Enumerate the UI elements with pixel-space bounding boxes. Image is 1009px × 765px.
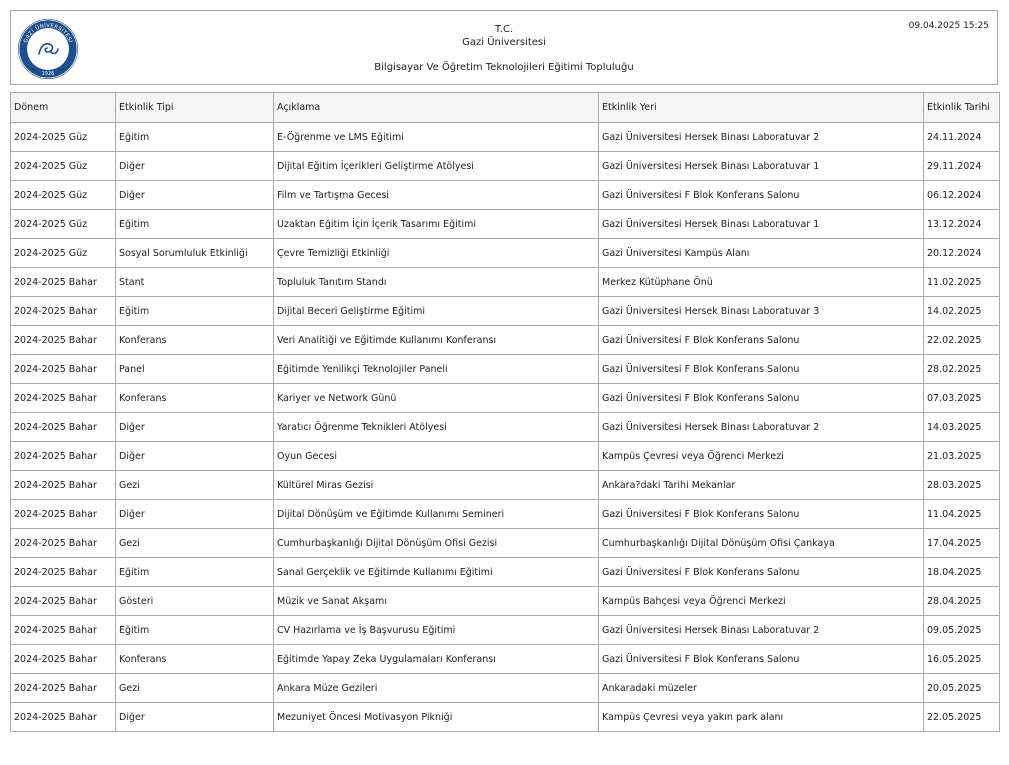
cell-etkinlik-tarihi: 17.04.2025 xyxy=(924,529,1000,558)
report-header xyxy=(10,10,998,85)
cell-donem: 2024-2025 Bahar xyxy=(11,529,116,558)
table-row xyxy=(11,500,1000,529)
cell-donem: 2024-2025 Bahar xyxy=(11,645,116,674)
cell-aciklama: Dijital Beceri Geliştirme Eğitimi xyxy=(274,297,599,326)
cell-donem: 2024-2025 Bahar xyxy=(11,703,116,732)
svg-text:GAZİ ÜNİVERSİTESİ: GAZİ ÜNİVERSİTESİ xyxy=(22,22,74,44)
cell-etkinlik-yeri: Ankara?daki Tarihi Mekanlar xyxy=(599,471,924,500)
cell-donem: 2024-2025 Güz xyxy=(11,123,116,152)
column-header-aciklama: Açıklama xyxy=(274,93,599,123)
svg-text:1926: 1926 xyxy=(41,71,55,77)
cell-etkinlik-tipi: Gezi xyxy=(116,529,274,558)
table-row xyxy=(11,297,1000,326)
column-header-donem: Dönem xyxy=(11,93,116,123)
cell-etkinlik-yeri: Ankaradaki müzeler xyxy=(599,674,924,703)
cell-etkinlik-tarihi: 07.03.2025 xyxy=(924,384,1000,413)
cell-etkinlik-tipi: Diğer xyxy=(116,413,274,442)
cell-etkinlik-tipi: Konferans xyxy=(116,384,274,413)
cell-aciklama: Uzaktan Eğitim İçin İçerik Tasarımı Eğitimi xyxy=(274,210,599,239)
table-row xyxy=(11,442,1000,471)
table-row xyxy=(11,587,1000,616)
cell-donem: 2024-2025 Bahar xyxy=(11,471,116,500)
cell-etkinlik-yeri: Gazi Üniversitesi F Blok Konferans Salonu xyxy=(599,384,924,413)
cell-etkinlik-tipi: Diğer xyxy=(116,152,274,181)
cell-etkinlik-tarihi: 20.12.2024 xyxy=(924,239,1000,268)
cell-etkinlik-tarihi: 06.12.2024 xyxy=(924,181,1000,210)
table-row xyxy=(11,558,1000,587)
header-tc: T.C. xyxy=(494,24,514,35)
cell-donem: 2024-2025 Bahar xyxy=(11,442,116,471)
cell-aciklama: Cumhurbaşkanlığı Dijital Dönüşüm Ofisi Gezisi xyxy=(274,529,599,558)
cell-etkinlik-yeri: Kampüs Çevresi veya yakın park alanı xyxy=(599,703,924,732)
cell-aciklama: Müzik ve Sanat Akşamı xyxy=(274,587,599,616)
cell-donem: 2024-2025 Bahar xyxy=(11,587,116,616)
cell-donem: 2024-2025 Bahar xyxy=(11,500,116,529)
cell-etkinlik-tipi: Panel xyxy=(116,355,274,384)
cell-etkinlik-tipi: Eğitim xyxy=(116,123,274,152)
cell-aciklama: Sanal Gerçeklik ve Eğitimde Kullanımı Eğitimi xyxy=(274,558,599,587)
table-row xyxy=(11,384,1000,413)
header-university: Gazi Üniversitesi xyxy=(462,37,546,48)
cell-aciklama: Dijital Eğitim İçerikleri Geliştirme Atölyesi xyxy=(274,152,599,181)
cell-aciklama: E-Öğrenme ve LMS Eğitimi xyxy=(274,123,599,152)
cell-aciklama: Kültürel Miras Gezisi xyxy=(274,471,599,500)
cell-donem: 2024-2025 Bahar xyxy=(11,558,116,587)
cell-donem: 2024-2025 Güz xyxy=(11,152,116,181)
cell-etkinlik-tipi: Diğer xyxy=(116,181,274,210)
cell-etkinlik-tipi: Eğitim xyxy=(116,558,274,587)
cell-etkinlik-yeri: Gazi Üniversitesi Hersek Binası Laboratuvar 2 xyxy=(599,123,924,152)
column-header-etkinlik-tipi: Etkinlik Tipi xyxy=(116,93,274,123)
cell-donem: 2024-2025 Güz xyxy=(11,210,116,239)
cell-etkinlik-tarihi: 16.05.2025 xyxy=(924,645,1000,674)
cell-etkinlik-tarihi: 22.05.2025 xyxy=(924,703,1000,732)
cell-donem: 2024-2025 Bahar xyxy=(11,616,116,645)
table-row xyxy=(11,210,1000,239)
report-timestamp: 09.04.2025 15:25 xyxy=(908,21,989,31)
cell-aciklama: CV Hazırlama ve İş Başvurusu Eğitimi xyxy=(274,616,599,645)
cell-etkinlik-tarihi: 18.04.2025 xyxy=(924,558,1000,587)
cell-etkinlik-tarihi: 11.04.2025 xyxy=(924,500,1000,529)
cell-etkinlik-yeri: Gazi Üniversitesi Kampüs Alanı xyxy=(599,239,924,268)
cell-donem: 2024-2025 Güz xyxy=(11,181,116,210)
cell-etkinlik-tipi: Gezi xyxy=(116,674,274,703)
table-row xyxy=(11,326,1000,355)
cell-etkinlik-yeri: Gazi Üniversitesi F Blok Konferans Salonu xyxy=(599,355,924,384)
cell-etkinlik-tipi: Eğitim xyxy=(116,210,274,239)
cell-etkinlik-tarihi: 22.02.2025 xyxy=(924,326,1000,355)
cell-etkinlik-tarihi: 24.11.2024 xyxy=(924,123,1000,152)
cell-etkinlik-tarihi: 11.02.2025 xyxy=(924,268,1000,297)
cell-etkinlik-tarihi: 28.02.2025 xyxy=(924,355,1000,384)
table-row xyxy=(11,674,1000,703)
cell-etkinlik-tipi: Konferans xyxy=(116,645,274,674)
table-row xyxy=(11,703,1000,732)
cell-aciklama: Eğitimde Yapay Zeka Uygulamaları Konferansı xyxy=(274,645,599,674)
table-row xyxy=(11,123,1000,152)
cell-etkinlik-tarihi: 20.05.2025 xyxy=(924,674,1000,703)
events-table xyxy=(10,92,1000,732)
cell-aciklama: Topluluk Tanıtım Standı xyxy=(274,268,599,297)
cell-etkinlik-tipi: Konferans xyxy=(116,326,274,355)
table-row xyxy=(11,529,1000,558)
cell-etkinlik-tipi: Eğitim xyxy=(116,616,274,645)
cell-etkinlik-tarihi: 14.03.2025 xyxy=(924,413,1000,442)
header-community: Bilgisayar Ve Öğretim Teknolojileri Eğitimi Topluluğu xyxy=(374,62,634,73)
column-header-etkinlik-tarihi: Etkinlik Tarihi xyxy=(924,93,1000,123)
cell-donem: 2024-2025 Güz xyxy=(11,239,116,268)
cell-etkinlik-tipi: Gösteri xyxy=(116,587,274,616)
cell-etkinlik-tarihi: 14.02.2025 xyxy=(924,297,1000,326)
cell-etkinlik-tarihi: 28.04.2025 xyxy=(924,587,1000,616)
table-row xyxy=(11,268,1000,297)
table-row xyxy=(11,181,1000,210)
cell-etkinlik-tipi: Diğer xyxy=(116,500,274,529)
cell-etkinlik-tipi: Diğer xyxy=(116,703,274,732)
cell-etkinlik-tarihi: 29.11.2024 xyxy=(924,152,1000,181)
table-row xyxy=(11,471,1000,500)
cell-donem: 2024-2025 Bahar xyxy=(11,297,116,326)
cell-etkinlik-yeri: Gazi Üniversitesi Hersek Binası Laboratuvar 2 xyxy=(599,616,924,645)
table-row xyxy=(11,645,1000,674)
cell-etkinlik-tipi: Stant xyxy=(116,268,274,297)
cell-aciklama: Film ve Tartışma Gecesi xyxy=(274,181,599,210)
cell-etkinlik-yeri: Gazi Üniversitesi F Blok Konferans Salonu xyxy=(599,500,924,529)
cell-donem: 2024-2025 Bahar xyxy=(11,268,116,297)
cell-aciklama: Oyun Gecesi xyxy=(274,442,599,471)
cell-donem: 2024-2025 Bahar xyxy=(11,355,116,384)
table-row xyxy=(11,152,1000,181)
table-row xyxy=(11,355,1000,384)
cell-etkinlik-yeri: Gazi Üniversitesi Hersek Binası Laboratuvar 1 xyxy=(599,210,924,239)
column-header-etkinlik-yeri: Etkinlik Yeri xyxy=(599,93,924,123)
cell-aciklama: Kariyer ve Network Günü xyxy=(274,384,599,413)
table-row xyxy=(11,239,1000,268)
cell-etkinlik-tipi: Eğitim xyxy=(116,297,274,326)
cell-etkinlik-yeri: Merkez Kütüphane Önü xyxy=(599,268,924,297)
cell-etkinlik-tipi: Sosyal Sorumluluk Etkinliği xyxy=(116,239,274,268)
cell-etkinlik-yeri: Cumhurbaşkanlığı Dijital Dönüşüm Ofisi Çankaya xyxy=(599,529,924,558)
cell-donem: 2024-2025 Bahar xyxy=(11,674,116,703)
cell-aciklama: Ankara Müze Gezileri xyxy=(274,674,599,703)
table-row xyxy=(11,413,1000,442)
table-body xyxy=(11,123,1000,732)
cell-etkinlik-yeri: Gazi Üniversitesi F Blok Konferans Salonu xyxy=(599,645,924,674)
cell-etkinlik-yeri: Kampüs Bahçesi veya Öğrenci Merkezi xyxy=(599,587,924,616)
cell-etkinlik-yeri: Gazi Üniversitesi Hersek Binası Laboratuvar 3 xyxy=(599,297,924,326)
cell-etkinlik-yeri: Gazi Üniversitesi F Blok Konferans Salonu xyxy=(599,326,924,355)
cell-etkinlik-yeri: Gazi Üniversitesi F Blok Konferans Salonu xyxy=(599,181,924,210)
cell-aciklama: Eğitimde Yenilikçi Teknolojiler Paneli xyxy=(274,355,599,384)
cell-etkinlik-yeri: Gazi Üniversitesi Hersek Binası Laboratuvar 2 xyxy=(599,413,924,442)
table-header-row xyxy=(11,93,1000,123)
cell-aciklama: Dijital Dönüşüm ve Eğitimde Kullanımı Semineri xyxy=(274,500,599,529)
cell-aciklama: Çevre Temizliği Etkinliği xyxy=(274,239,599,268)
cell-etkinlik-yeri: Gazi Üniversitesi Hersek Binası Laboratuvar 1 xyxy=(599,152,924,181)
cell-aciklama: Veri Analitiği ve Eğitimde Kullanımı Konferansı xyxy=(274,326,599,355)
cell-donem: 2024-2025 Bahar xyxy=(11,413,116,442)
cell-etkinlik-yeri: Kampüs Çevresi veya Öğrenci Merkezi xyxy=(599,442,924,471)
cell-etkinlik-tarihi: 09.05.2025 xyxy=(924,616,1000,645)
table-row xyxy=(11,616,1000,645)
cell-aciklama: Yaratıcı Öğrenme Teknikleri Atölyesi xyxy=(274,413,599,442)
cell-etkinlik-tipi: Gezi xyxy=(116,471,274,500)
cell-donem: 2024-2025 Bahar xyxy=(11,384,116,413)
cell-etkinlik-tipi: Diğer xyxy=(116,442,274,471)
cell-etkinlik-tarihi: 13.12.2024 xyxy=(924,210,1000,239)
cell-aciklama: Mezuniyet Öncesi Motivasyon Pikniği xyxy=(274,703,599,732)
cell-etkinlik-tarihi: 28.03.2025 xyxy=(924,471,1000,500)
cell-donem: 2024-2025 Bahar xyxy=(11,326,116,355)
cell-etkinlik-tarihi: 21.03.2025 xyxy=(924,442,1000,471)
cell-etkinlik-yeri: Gazi Üniversitesi F Blok Konferans Salonu xyxy=(599,558,924,587)
